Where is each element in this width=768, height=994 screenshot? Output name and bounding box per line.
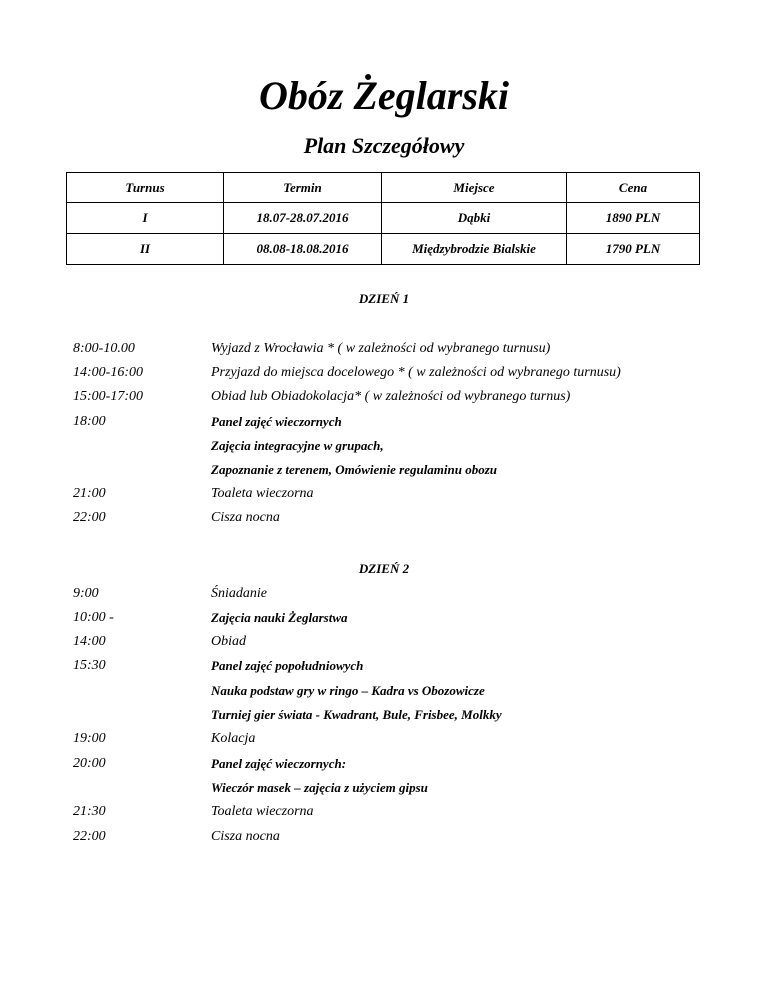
schedule-row xyxy=(0,658,768,678)
schedule-time: 21:00 xyxy=(73,486,106,501)
schedule-text: Cisza nocna xyxy=(211,510,280,525)
schedule-time: 8:00-10.00 xyxy=(73,341,135,356)
table-cell: II xyxy=(67,234,224,265)
schedule-text: Zajęcia integracyjne w grupach, xyxy=(211,438,384,453)
schedule-row xyxy=(0,829,768,849)
day-2-heading: DZIEŃ 2 xyxy=(358,561,410,576)
turnus-table xyxy=(66,172,700,265)
table-cell: Dąbki xyxy=(382,203,567,234)
schedule-text: Wyjazd z Wrocławia * ( w zależności od wybranego turnusu) xyxy=(211,341,551,356)
schedule-text: Zapoznanie z terenem, Omówienie regulaminu obozu xyxy=(211,462,498,477)
schedule-time: 18:00 xyxy=(73,414,106,429)
schedule-row xyxy=(0,414,768,434)
schedule-time: 10:00 - xyxy=(73,610,114,625)
schedule-text: Przyjazd do miejsca docelowego * ( w zależności od wybranego turnusu) xyxy=(211,365,621,380)
schedule-text: Zajęcia nauki Żeglarstwa xyxy=(211,610,348,625)
table-cell: I xyxy=(67,203,224,234)
schedule-time: 15:00-17:00 xyxy=(73,389,143,404)
schedule-row xyxy=(0,804,768,824)
table-row xyxy=(67,234,700,265)
table-row xyxy=(67,203,700,234)
table-cell: 08.08-18.08.2016 xyxy=(224,234,382,265)
page-title: Obóz Żeglarski xyxy=(259,73,509,118)
schedule-time: 9:00 xyxy=(73,586,99,601)
table-header-cell: Miejsce xyxy=(382,173,567,203)
schedule-row xyxy=(0,683,768,703)
schedule-time: 19:00 xyxy=(73,731,106,746)
day-1-heading: DZIEŃ 1 xyxy=(358,291,410,306)
schedule-text: Wieczór masek – zajęcia z użyciem gipsu xyxy=(211,780,428,795)
schedule-row xyxy=(0,389,768,409)
schedule-text: Nauka podstaw gry w ringo – Kadra vs Obozowicze xyxy=(211,683,485,698)
schedule-text: Toaleta wieczorna xyxy=(211,804,314,819)
schedule-text: Panel zajęć popołudniowych xyxy=(211,658,364,673)
table-header-cell: Cena xyxy=(567,173,700,203)
schedule-time: 22:00 xyxy=(73,829,106,844)
table-header-row xyxy=(67,173,700,203)
schedule-text: Turniej gier świata - Kwadrant, Bule, Frisbee, Molkky xyxy=(211,707,502,722)
table-cell: 18.07-28.07.2016 xyxy=(224,203,382,234)
page-subtitle: Plan Szczegółowy xyxy=(303,133,465,158)
schedule-time: 20:00 xyxy=(73,756,106,771)
schedule-time: 15:30 xyxy=(73,658,106,673)
table-cell: Międzybrodzie Bialskie xyxy=(382,234,567,265)
schedule-time: 21:30 xyxy=(73,804,106,819)
schedule-row xyxy=(0,365,768,385)
table-header-cell: Turnus xyxy=(67,173,224,203)
schedule-text: Śniadanie xyxy=(211,586,267,601)
schedule-row xyxy=(0,756,768,776)
schedule-text: Panel zajęć wieczornych: xyxy=(211,756,347,771)
schedule-text: Kolacja xyxy=(211,731,256,746)
schedule-row xyxy=(0,780,768,800)
schedule-text: Obiad lub Obiadokolacja* ( w zależności od wybranego turnus) xyxy=(211,389,571,404)
schedule-row xyxy=(0,634,768,654)
schedule-row xyxy=(0,731,768,751)
schedule-text: Cisza nocna xyxy=(211,829,280,844)
table-cell: 1890 PLN xyxy=(567,203,700,234)
schedule-row xyxy=(0,510,768,530)
schedule-text: Toaleta wieczorna xyxy=(211,486,314,501)
schedule-row xyxy=(0,341,768,361)
schedule-row xyxy=(0,707,768,727)
schedule-row xyxy=(0,462,768,482)
table-cell: 1790 PLN xyxy=(567,234,700,265)
schedule-text: Obiad xyxy=(211,634,246,649)
schedule-row xyxy=(0,486,768,506)
schedule-time: 22:00 xyxy=(73,510,106,525)
schedule-row xyxy=(0,438,768,458)
table-header-cell: Termin xyxy=(224,173,382,203)
schedule-row xyxy=(0,610,768,630)
schedule-time: 14:00-16:00 xyxy=(73,365,143,380)
schedule-time: 14:00 xyxy=(73,634,106,649)
schedule-text: Panel zajęć wieczornych xyxy=(211,414,342,429)
schedule-row xyxy=(0,586,768,606)
